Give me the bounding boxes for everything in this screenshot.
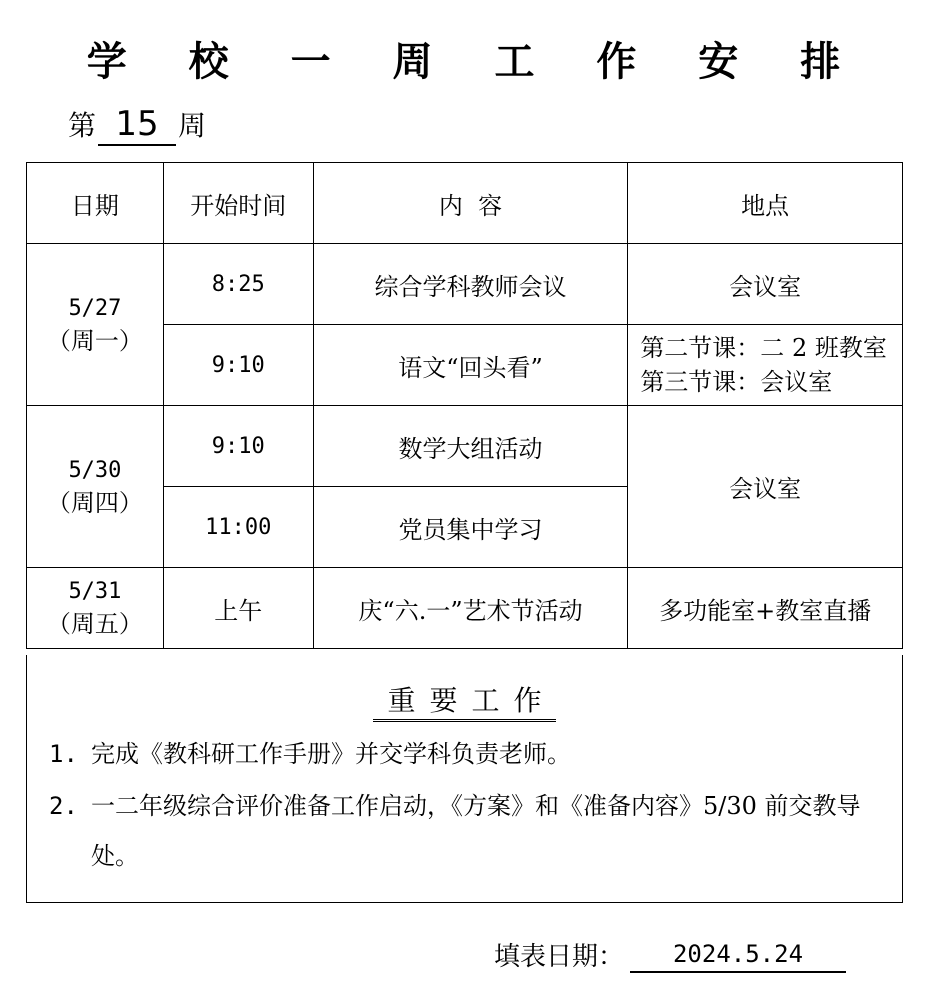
time-cell: 上午 xyxy=(163,568,313,649)
table-row xyxy=(27,406,903,487)
header-row xyxy=(27,163,903,244)
weekday-value: （周五） xyxy=(46,610,143,638)
table-row xyxy=(27,568,903,649)
item-number: 1. xyxy=(49,740,78,768)
header-content: 内 容 xyxy=(313,163,628,244)
fill-date-value: 2024.5.24 xyxy=(630,937,846,973)
important-work-section xyxy=(26,655,903,903)
date-cell xyxy=(27,244,164,406)
content-cell: 数学大组活动 xyxy=(313,406,628,487)
header-start-time: 开始时间 xyxy=(163,163,313,244)
time-cell: 9:10 xyxy=(163,325,313,406)
table-row xyxy=(27,244,903,325)
item-text: 完成《教科研工作手册》并交学科负责老师。 xyxy=(91,740,571,768)
location-cell: 会议室 xyxy=(628,244,903,325)
date-cell xyxy=(27,568,164,649)
header-date: 日期 xyxy=(27,163,164,244)
content-cell: 综合学科教师会议 xyxy=(313,244,628,325)
weekday-value: （周一） xyxy=(46,326,143,355)
date-value: 5/31 xyxy=(68,579,122,604)
content-cell: 语文“回头看” xyxy=(313,325,628,406)
content-cell: 庆“六.一”艺术节活动 xyxy=(313,568,628,649)
location-line: 第三节课：会议室 xyxy=(640,368,833,396)
week-number: 15 xyxy=(98,104,176,146)
time-cell: 11:00 xyxy=(163,487,313,568)
week-prefix: 第 xyxy=(68,109,97,142)
header-location: 地点 xyxy=(628,163,903,244)
time-cell: 8:25 xyxy=(163,244,313,325)
date-value: 5/27 xyxy=(68,295,122,321)
location-cell xyxy=(628,325,903,406)
date-value: 5/30 xyxy=(68,457,122,483)
location-line: 第二节课：二 2 班教室 xyxy=(640,334,887,362)
fill-date xyxy=(494,936,846,973)
time-cell: 9:10 xyxy=(163,406,313,487)
important-title xyxy=(27,679,902,719)
page-title: 学 校 一 周 工 作 安 排 xyxy=(86,38,865,85)
location-cell: 多功能室+教室直播 xyxy=(628,568,903,649)
content-cell: 党员集中学习 xyxy=(313,487,628,568)
item-number: 2. xyxy=(49,792,78,820)
weekday-value: （周四） xyxy=(46,488,143,517)
list-item xyxy=(49,781,871,881)
date-cell xyxy=(27,406,164,568)
important-title-text: 重要工作 xyxy=(373,684,555,722)
week-suffix: 周 xyxy=(178,109,207,142)
schedule-table xyxy=(26,162,903,649)
list-item xyxy=(49,729,871,779)
fill-date-label: 填表日期： xyxy=(494,942,625,972)
item-text: 一二年级综合评价准备工作启动，《方案》和《准备内容》5/30 前交教导处。 xyxy=(91,792,861,870)
location-cell: 会议室 xyxy=(628,406,903,568)
week-line xyxy=(68,104,206,146)
